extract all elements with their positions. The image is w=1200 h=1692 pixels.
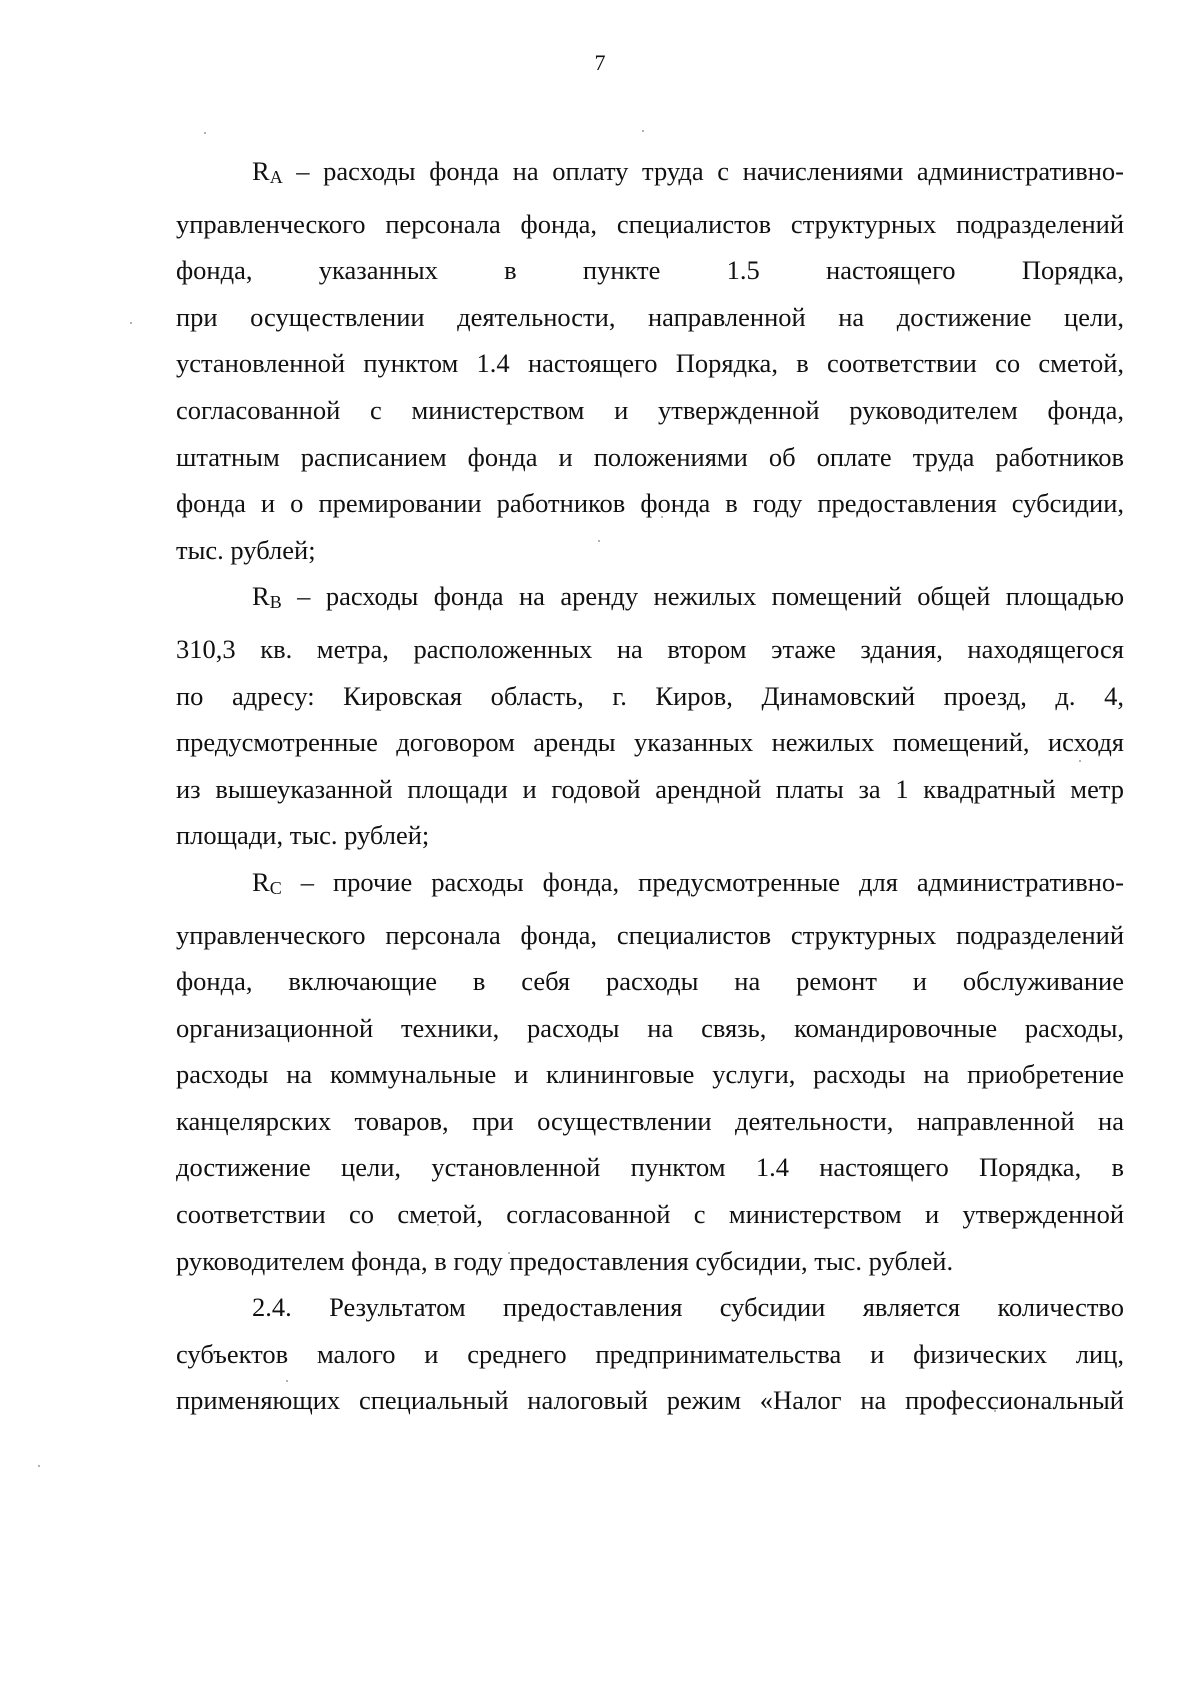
formula-subscript: B [269, 592, 282, 613]
text-line-content: – прочие расходы фонда, предусмотренные для административно- [281, 866, 1124, 897]
page-number: 7 [594, 50, 606, 75]
text-line: согласованной с министерством и утвержденной руководителем фонда, [176, 394, 1124, 425]
paragraph-ra [176, 148, 1124, 573]
text-line: 310,3 кв. метра, расположенных на втором этаже здания, находящегося [176, 633, 1124, 664]
scan-speck [642, 130, 644, 132]
paragraph-rc [176, 859, 1124, 1284]
text-line: управленческого персонала фонда, специалистов структурных подразделений [176, 919, 1124, 950]
text-line [176, 148, 1124, 201]
text-line-content: – расходы фонда на аренду нежилых помещений общей площадью [281, 581, 1124, 612]
formula-subscript: A [269, 167, 283, 187]
text-line: площади, тыс. рублей; [176, 820, 430, 851]
text-line: из вышеуказанной площади и годовой арендной платы за 1 квадратный метр [176, 773, 1124, 804]
text-line: фонда, указанных в пункте 1.5 настоящего Порядка, [176, 255, 1124, 286]
text-line: фонда и о премировании работников фонда в году предоставления субсидии, [176, 488, 1124, 519]
document-body [176, 148, 1124, 1424]
text-line [176, 573, 1124, 626]
text-line-content: – расходы фонда на оплату труда с начислениями административно- [282, 156, 1124, 186]
text-line: применяющих специальный налоговый режим «Налог на профессиональный [176, 1385, 1124, 1416]
paragraph-rb [176, 573, 1124, 859]
text-line: субъектов малого и среднего предпринимательства и физических лиц, [176, 1338, 1124, 1369]
text-line: штатным расписанием фонда и положениями об оплате труда работников [176, 441, 1124, 472]
text-line: 2.4. Результатом предоставления субсидии является количество [252, 1292, 1124, 1323]
text-line: руководителем фонда, в году предоставления субсидии, тыс. рублей. [176, 1245, 954, 1276]
scan-speck [130, 322, 132, 324]
text-line: достижение цели, установленной пунктом 1.4 настоящего Порядка, в [176, 1152, 1124, 1183]
text-line: при осуществлении деятельности, направленной на достижение цели, [176, 301, 1124, 332]
text-line: организационной техники, расходы на связь, командировочные расходы, [176, 1012, 1124, 1043]
text-line: расходы на коммунальные и клининговые услуги, расходы на приобретение [176, 1059, 1124, 1090]
formula-symbol: R [252, 581, 270, 612]
formula-symbol: R [252, 156, 270, 186]
scan-speck [38, 1465, 40, 1467]
text-line: по адресу: Кировская область, г. Киров, Динамовский проезд, д. 4, [176, 680, 1124, 711]
text-line: соответствии со сметой, согласованной с министерством и утвержденной [176, 1199, 1124, 1230]
text-line: установленной пунктом 1.4 настоящего Порядка, в соответствии со сметой, [176, 348, 1124, 379]
formula-subscript: C [269, 877, 282, 898]
paragraph-2-4 [176, 1284, 1124, 1424]
formula-symbol: R [252, 866, 270, 897]
scan-speck [204, 132, 206, 134]
text-line: предусмотренные договором аренды указанных нежилых помещений, исходя [176, 727, 1124, 758]
text-line [176, 859, 1124, 912]
text-line: тыс. рублей; [176, 534, 316, 565]
text-line: канцелярских товаров, при осуществлении деятельности, направленной на [176, 1105, 1124, 1136]
text-line: фонда, включающие в себя расходы на ремонт и обслуживание [176, 966, 1124, 997]
text-line: управленческого персонала фонда, специалистов структурных подразделений [176, 208, 1124, 239]
